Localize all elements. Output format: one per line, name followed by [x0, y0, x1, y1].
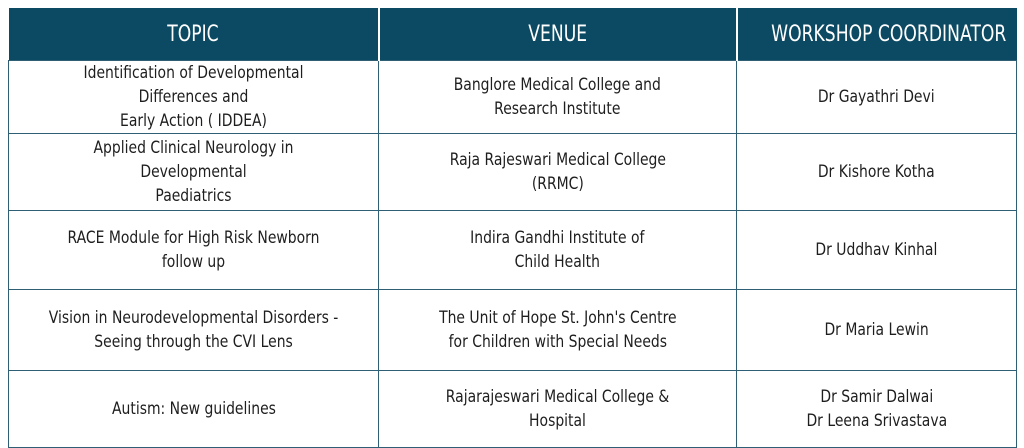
topic-cell [9, 290, 379, 371]
header-venue-label: VENUE [528, 21, 587, 47]
header-coordinator-label: WORKSHOP COORDINATOR [770, 21, 1006, 47]
topic-cell [9, 371, 379, 448]
coordinator-cell [737, 290, 1017, 371]
workshop-table-container [8, 8, 1016, 448]
venue-cell [379, 371, 737, 448]
venue-text: Banglore Medical College and Research Institute [453, 75, 662, 119]
venue-text: Rajarajeswari Medical College & Hospital [445, 387, 670, 431]
topic-text: Vision in Neurodevelopmental Disorders - Seeing through the CVI Lens [48, 308, 339, 352]
topic-cell [9, 61, 379, 134]
table-row [9, 134, 1017, 211]
topic-text: Applied Clinical Neurology in Developmental Paediatrics [93, 138, 294, 206]
coordinator-cell [737, 211, 1017, 290]
table-row [9, 371, 1017, 448]
topic-text: RACE Module for High Risk Newborn follow up [67, 228, 320, 272]
coordinator-text: Dr Gayathri Devi [818, 87, 935, 107]
venue-cell [379, 61, 737, 134]
venue-cell [379, 290, 737, 371]
venue-text: Indira Gandhi Institute of Child Health [470, 228, 645, 272]
table-row [9, 211, 1017, 290]
table-header [9, 8, 1017, 61]
coordinator-text: Dr Samir Dalwai Dr Leena Srivastava [806, 387, 947, 431]
coordinator-cell [737, 134, 1017, 211]
table-row [9, 290, 1017, 371]
coordinator-cell [737, 371, 1017, 448]
table-row [9, 61, 1017, 134]
workshop-table [8, 8, 1017, 448]
header-row [9, 8, 1017, 61]
venue-cell [379, 134, 737, 211]
topic-text: Identification of Developmental Differences and Early Action ( IDDEA) [83, 63, 304, 131]
header-coordinator [737, 8, 1017, 61]
coordinator-text: Dr Uddhav Kinhal [815, 240, 938, 260]
header-topic-label: TOPIC [167, 21, 219, 47]
topic-cell [9, 134, 379, 211]
header-topic [9, 8, 379, 61]
coordinator-cell [737, 61, 1017, 134]
table-body [9, 61, 1017, 448]
venue-text: The Unit of Hope St. John's Centre for Children with Special Needs [438, 308, 677, 352]
venue-text: Raja Rajeswari Medical College (RRMC) [449, 150, 666, 194]
venue-cell [379, 211, 737, 290]
topic-cell [9, 211, 379, 290]
header-venue [379, 8, 737, 61]
topic-text: Autism: New guidelines [111, 399, 276, 419]
coordinator-text: Dr Kishore Kotha [818, 162, 935, 182]
coordinator-text: Dr Maria Lewin [824, 320, 929, 340]
